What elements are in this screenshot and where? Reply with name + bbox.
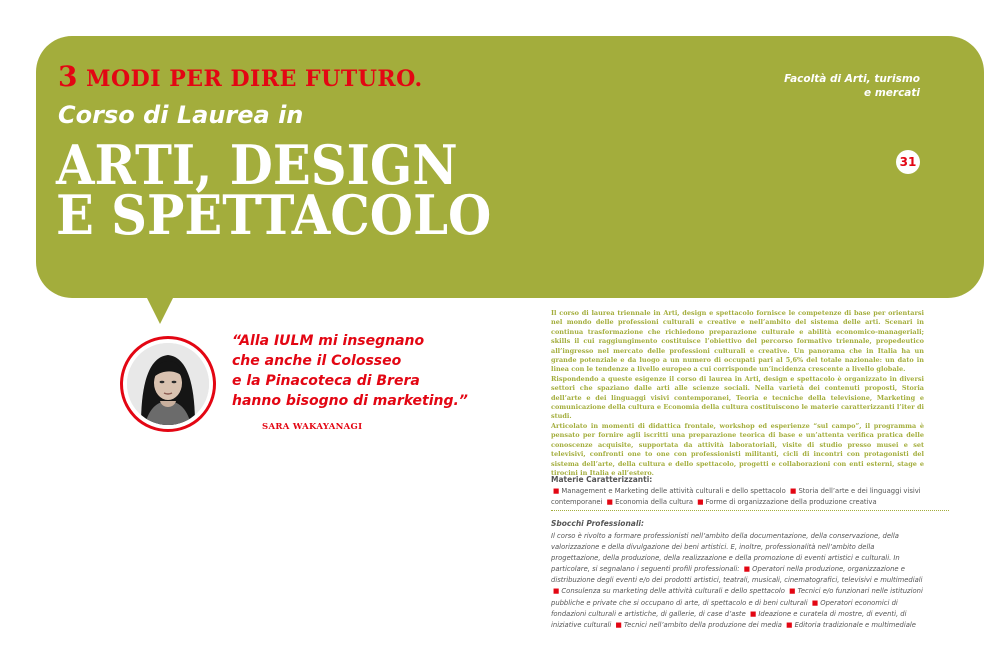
intro-paragraph-1: Il corso di laurea triennale in Arti, design e spettacolo fornisce le competenze di base per orientarsi nel mondo delle professioni culturali e creative e nell’ambito del sistema delle arti. Scenari in continua trasformazione che richiedono preparazione culturale e abilità economico-manageriali; skills il cui raggiungimento costituisce l’obiettivo del percorso formativo triennale, propedeutico all’ingresso nel mercato delle professioni culturali e creative. Un panorama che in Italia ha un grande potenziale e da luogo a un numero di occupati pari al 5,6% del totale nazionale: un dato in linea con le tendenze a livello europeo a cui corrisponde un’incidenza crescente a livello globale. <box>551 309 924 374</box>
portrait-illustration <box>127 343 209 425</box>
bullet-icon: ■ <box>790 487 797 495</box>
faculty-line-1: Facoltà di Arti, turismo <box>784 73 920 85</box>
bullet-icon: ■ <box>553 587 560 596</box>
intro-paragraph-2: Rispondendo a queste esigenze il corso di laurea in Arti, design e spettacolo è organizzato in diversi settori che spaziano dalle arti alle scienze sociali. Nella varietà dei contenuti proposti, Storia dell’arte e dei linguaggi visivi contemporanei, Teoria e tecniche della televisione, Marketing e comunicazione della cultura e Economia della cultura costituiscono le materie caratterizzanti l’iter di studi. <box>551 374 924 421</box>
materie-item: Management e Marketing delle attività culturali e dello spettacolo <box>561 487 786 495</box>
materie-item: Economia della cultura <box>615 498 694 506</box>
quote-author: SARA WAKAYANAGI <box>262 422 363 432</box>
materie-list <box>551 486 923 508</box>
sbocchi-item: Tecnici nell’ambito della produzione dei media <box>623 620 782 629</box>
sbocchi-item: Tecnici e/o funzionari nelle istituzioni pubbliche e private che si occupano di arte, di spettacolo e di beni culturali <box>551 587 923 607</box>
page-number: 31 <box>896 150 920 174</box>
materie-title: Materie Caratterizzanti: <box>551 475 653 484</box>
bullet-icon: ■ <box>789 587 796 596</box>
faculty-line-2: e mercati <box>864 87 920 99</box>
bullet-icon: ■ <box>811 598 819 607</box>
sbocchi-item: Operatori economici di fondazioni culturali e artistiche, di gallerie, di case d’aste <box>551 598 898 618</box>
sbocchi-item: Ideazione e curatela di mostre, di eventi, di iniziative culturali <box>551 609 907 629</box>
bullet-icon: ■ <box>606 498 614 506</box>
speech-bubble-tail <box>146 296 174 324</box>
bullet-icon: ■ <box>749 609 757 618</box>
tagline <box>58 60 423 93</box>
sbocchi-intro: Il corso è rivolto a formare professionisti nell’ambito della documentazione, della conservazione, della valorizzazione e della divulgazione dei beni artistici. E, inoltre, professionalità nell’ambito della progettazione, della produzione, della realizzazione e della promozione di eventi artistici e culturali. In particolare, si segnalano i seguenti profili professionali: <box>551 532 900 574</box>
bullet-icon: ■ <box>743 565 751 574</box>
bullet-icon: ■ <box>697 498 704 506</box>
quote-line-4: hanno bisogno di marketing.” <box>232 393 468 409</box>
tagline-number: 3 <box>58 60 78 93</box>
intro-text <box>551 309 924 478</box>
materie-item: Forme di organizzazione della produzione creativa <box>705 498 877 506</box>
intro-paragraph-3: Articolato in momenti di didattica frontale, workshop ed esperienze “sul campo”, il programma è pensato per fornire agli iscritti una preparazione teorica di base e un’attenta verifica pratica delle conoscenze acquisite, supportata da attività laboratoriali, visite di studio presso musei e set televisivi, confronti one to one con professionisti militanti, cicli di incontri con protagonisti del sistema dell’arte, della cultura e dello spettacolo, progetti e collaborazioni con enti esterni, stage e tirocini in Italia e all’estero. <box>551 421 924 477</box>
sbocchi-item: Editoria tradizionale e multimediale <box>794 620 916 629</box>
bullet-icon: ■ <box>553 487 560 495</box>
faculty-label <box>760 72 920 100</box>
course-title-line-1: ARTI, DESIGN <box>56 133 458 197</box>
course-title <box>56 133 534 247</box>
sbocchi-item: Consulenza su marketing delle attività culturali e dello spettacolo <box>561 587 785 596</box>
testimonial-quote <box>232 331 492 411</box>
materie-item: Storia dell’arte e dei linguaggi visivi contemporanei <box>551 487 921 506</box>
quote-line-1: “Alla IULM mi insegnano <box>232 333 425 349</box>
quote-line-3: e la Pinacoteca di Brera <box>232 373 420 389</box>
tagline-text: MODI PER DIRE FUTURO. <box>86 66 423 92</box>
sbocchi-title: Sbocchi Professionali: <box>551 519 644 528</box>
course-title-line-2: E SPETTACOLO <box>56 183 492 247</box>
dotted-divider <box>551 510 949 511</box>
sbocchi-text <box>551 531 923 631</box>
course-prefix: Corso di Laurea in <box>58 101 304 129</box>
quote-line-2: che anche il Colosseo <box>232 353 402 369</box>
bullet-icon: ■ <box>786 620 793 629</box>
avatar <box>127 343 209 425</box>
bullet-icon: ■ <box>615 620 622 629</box>
sbocchi-item: Operatori nella produzione, organizzazione e distribuzione degli eventi e/o dei prodotti artistici, teatrali, musicali, cinematografici, televisivi e multimediali <box>551 565 923 585</box>
